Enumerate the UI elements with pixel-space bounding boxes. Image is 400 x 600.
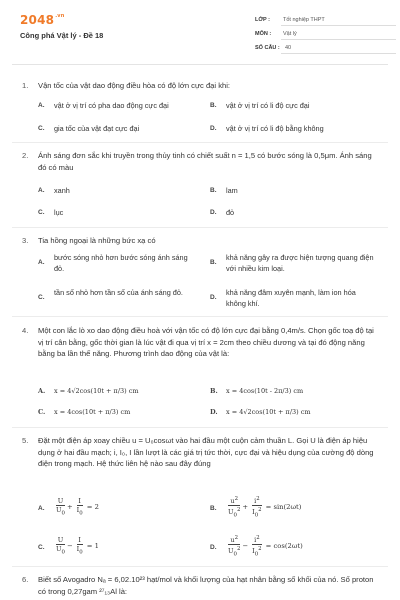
- option-text: x = 4cos(10t + π/3) cm: [54, 408, 131, 416]
- question-divider: [12, 142, 388, 143]
- logo-text: 2048: [20, 13, 55, 27]
- option-text: x = 4√2cos(10t + π/3) cm: [226, 408, 311, 416]
- question-6: [22, 574, 380, 597]
- meta-key: SỐ CÂU :: [255, 45, 280, 51]
- option-label: C.: [38, 209, 45, 216]
- option-label: B.: [210, 387, 218, 395]
- question-stem: Biết số Avogadro Nₐ = 6,02.10²³ hạt/mol và khối lượng của hạt nhân bằng số khối của nó. Số proton có trong 0,27gam ²⁷₁₃Al là:: [38, 575, 374, 596]
- site-logo[interactable]: [20, 13, 65, 27]
- question-divider: [12, 566, 388, 567]
- question-stem: Đặt một điện áp xoay chiều u = U₀cosωt vào hai đầu một cuộn cảm thuần L. Gọi U là điện áp hiệu dụng ở hai đầu mạch; i, I₀, I lần lượt là các giá trị tức thời, cực đại và hiệu dụng của cường độ dòng điện trong mạch. Hệ thức liên hệ nào sau đây đúng: [38, 436, 374, 468]
- option-text: lục: [54, 208, 64, 217]
- option-label: B.: [210, 505, 217, 512]
- meta-key: MÔN :: [255, 31, 272, 37]
- logo-suffix: .vn: [55, 13, 65, 19]
- question-number: 5.: [22, 436, 29, 445]
- question-1: [22, 80, 380, 92]
- fraction: $\frac{u^2}{U_0^2}$: [228, 535, 241, 558]
- question-stem: Một con lắc lò xo dao động điều hoà với vận tốc có độ lớn cực đại bằng 0,4m/s. Chọn gốc toạ độ tại vị trí cân bằng, gốc thời gian là lúc vật đi qua vị trí x = 2cm theo chiều dương và tại đó động năng bằng ba lần thế năng. Phương trình dao động của vật là:: [38, 326, 374, 358]
- option-label: A.: [38, 505, 45, 512]
- question-5: [22, 435, 380, 470]
- option-formula: $\frac{u^2}{U_0^2}$ − $\frac{i^2}{I_0^2}$ = cos(2ωt): [228, 535, 303, 558]
- option-label: C.: [38, 408, 46, 416]
- question-3: [22, 235, 380, 247]
- option-text: x = 4cos(10t - 2π/3) cm: [226, 387, 304, 395]
- option-text: khả năng đâm xuyên mạnh, làm ion hóa không khí.: [226, 288, 356, 308]
- option-label: D.: [210, 209, 217, 216]
- question-stem: Tia hồng ngoại là những bức xạ có: [38, 236, 156, 245]
- question-divider: [12, 427, 388, 428]
- option-label: C.: [38, 294, 45, 301]
- question-number: 3.: [22, 236, 29, 245]
- header-divider: [12, 64, 388, 65]
- question-number: 6.: [22, 575, 29, 584]
- option-text: = 2: [86, 503, 99, 512]
- option-label: A.: [38, 102, 45, 109]
- option-label: B.: [210, 259, 217, 266]
- question-4: [22, 325, 380, 360]
- option-formula: $\frac{U}{U_0}$ − $\frac{I}{I_0}$ = 1: [56, 536, 99, 556]
- fraction: $\frac{i^2}{I_0^2}$: [252, 496, 262, 519]
- meta-value: Tốt nghiệp THPT: [283, 17, 325, 23]
- question-stem: Ánh sáng đơn sắc khi truyền trong thủy tinh có chiết suất n = 1,5 có bước sóng là 0,5μm. Ánh sáng đó có màu: [38, 151, 372, 172]
- question-number: 2.: [22, 151, 29, 160]
- option-formula: $\frac{u^2}{U_0^2}$ + $\frac{i^2}{I_0^2}$ = sin(2ωt): [228, 496, 302, 519]
- option-formula: $\frac{U}{U_0}$ + $\frac{I}{I_0}$ = 2: [56, 497, 99, 517]
- option-label: D.: [210, 125, 217, 132]
- option-text: vật ở vị trí có li độ cực đại: [226, 101, 310, 110]
- option-label: A.: [38, 187, 45, 194]
- option-label: D.: [210, 294, 217, 301]
- fraction: $\frac{U}{U_0}$: [56, 497, 65, 517]
- option-text: = cos(2ωt): [265, 542, 303, 551]
- option-label: C.: [38, 125, 45, 132]
- fraction: $\frac{I}{I_0}$: [76, 536, 83, 556]
- question-number: 4.: [22, 326, 29, 335]
- option-text: đỏ: [226, 208, 235, 217]
- meta-underline: [281, 53, 396, 54]
- meta-underline: [281, 39, 396, 40]
- option-label: D.: [210, 544, 217, 551]
- option-text: = 1: [86, 542, 99, 551]
- option-text: lam: [226, 186, 238, 195]
- exam-header: [0, 0, 400, 60]
- option-text: xanh: [54, 186, 70, 195]
- meta-underline: [281, 25, 396, 26]
- option-label: C.: [38, 544, 45, 551]
- option-label: D.: [210, 408, 218, 416]
- question-number: 1.: [22, 81, 29, 90]
- option-text: gia tốc của vật đạt cực đại: [54, 124, 140, 133]
- option-text: vật ở vị trí có pha dao động cực đại: [54, 101, 169, 110]
- option-label: B.: [210, 102, 217, 109]
- fraction: $\frac{u^2}{U_0^2}$: [228, 496, 241, 519]
- option-text: khả năng gây ra được hiện tượng quang điện với nhiều kim loại.: [226, 253, 374, 273]
- question-2: [22, 150, 380, 173]
- option-text: x = 4√2cos(10t + π/3) cm: [54, 387, 139, 395]
- question-stem: Vận tốc của vật dao động điều hòa có độ lớn cực đại khi:: [38, 81, 231, 90]
- fraction: $\frac{U}{U_0}$: [56, 536, 65, 556]
- fraction: $\frac{i^2}{I_0^2}$: [252, 535, 262, 558]
- option-text: bước sóng nhỏ hơn bước sóng ánh sáng đỏ.: [54, 253, 188, 273]
- fraction: $\frac{I}{I_0}$: [76, 497, 83, 517]
- option-label: B.: [210, 187, 217, 194]
- meta-key: LỚP :: [255, 17, 270, 23]
- option-text: = sin(2ωt): [265, 503, 302, 512]
- option-text: tần số nhỏ hơn tần số của ánh sáng đỏ.: [54, 288, 183, 297]
- meta-value: 40: [285, 45, 292, 51]
- exam-title: Công phá Vật lý - Đề 18: [20, 31, 104, 40]
- question-divider: [12, 316, 388, 317]
- option-label: A.: [38, 259, 45, 266]
- option-label: A.: [38, 387, 46, 395]
- meta-value: Vật lý: [283, 31, 297, 37]
- option-text: vật ở vị trí có li độ bằng không: [226, 124, 324, 133]
- question-divider: [12, 227, 388, 228]
